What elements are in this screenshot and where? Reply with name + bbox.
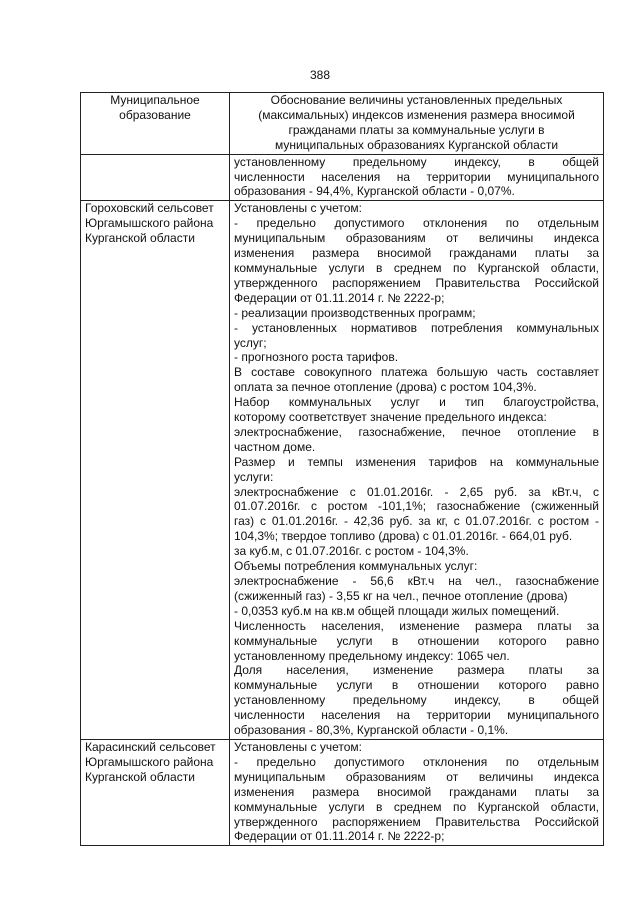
tariff-justification-table xyxy=(80,92,604,846)
table-row xyxy=(81,154,604,201)
justification-line: 104,3%; твердое топливо (дрова) с 01.01.2016г. - 664,01 руб. xyxy=(234,529,573,544)
municipality-name-line: Гороховский сельсовет xyxy=(85,201,214,216)
header-municipality-line: Муниципальное xyxy=(110,93,200,107)
header-municipality-line: образование xyxy=(119,107,191,122)
justification-line: муниципальным образованиям от величины индекса xyxy=(234,769,599,784)
justification-line: оплата за печное отопление (дрова) с ростом 104,3%. xyxy=(234,380,537,395)
justification-line: - 0,0353 куб.м на кв.м общей площади жилых помещений. xyxy=(234,603,560,618)
justification-line: образования - 94,4%, Курганской области - 0,07%. xyxy=(234,184,515,199)
justification-line: частном доме. xyxy=(234,439,316,454)
justification-line: установленному предельному индексу, в общей xyxy=(234,154,599,169)
justification-line: газ) с 01.01.2016г. - 42,36 руб. за кг, с 01.07.2016г. с ростом - xyxy=(234,514,599,529)
header-justification-line: муниципальных образованиях Курганской области xyxy=(274,137,559,152)
justification-line: муниципальным образованиям от величины индекса xyxy=(234,231,599,246)
header-municipality xyxy=(81,93,230,155)
table-body xyxy=(81,154,604,846)
municipality-cell xyxy=(81,739,230,845)
justification-line: изменения размера вносимой гражданами платы за xyxy=(234,246,599,261)
justification-line: за куб.м, с 01.07.2016г. с ростом - 104,3%. xyxy=(234,544,469,559)
justification-line: численности населения на территории муниципального xyxy=(234,169,599,184)
municipality-name-line: Карасинский сельсовет xyxy=(85,739,216,754)
justification-line: Федерации от 01.11.2014 г. № 2222-р; xyxy=(234,829,445,844)
justification-line: Набор коммунальных услуг и тип благоустройства, xyxy=(234,395,599,410)
justification-line: услуги: xyxy=(234,469,274,484)
justification-line: Размер и темпы изменения тарифов на коммунальные xyxy=(234,454,599,469)
justification-line: изменения размера вносимой гражданами платы за xyxy=(234,784,599,799)
municipality-cell xyxy=(81,201,230,740)
justification-line: установленному предельному индексу, в общей xyxy=(234,693,599,708)
justification-line: - предельно допустимого отклонения по отдельным xyxy=(234,754,599,769)
justification-line: - прогнозного роста тарифов. xyxy=(234,350,399,365)
justification-line: Доля населения, изменение размера платы за xyxy=(234,663,599,678)
header-justification xyxy=(230,93,604,155)
municipality-cell xyxy=(81,154,230,201)
page-number: 388 xyxy=(309,68,331,82)
justification-line: коммунальные услуги в отношении которого равно xyxy=(234,678,599,693)
justification-line: Численность населения, изменение размера платы за xyxy=(234,618,599,633)
justification-line: утвержденного распоряжением Правительства Российской xyxy=(234,814,599,829)
justification-line: - предельно допустимого отклонения по отдельным xyxy=(234,216,599,231)
header-justification-line: гражданами платы за коммунальные услуги в xyxy=(288,122,545,137)
justification-line: - установленных нормативов потребления коммунальных xyxy=(234,320,599,335)
municipality-name-line: Курганской области xyxy=(85,231,195,246)
justification-line: которому соответствует значение предельного индекса: xyxy=(234,410,547,425)
justification-line: установленному предельному индексу: 1065 чел. xyxy=(234,648,510,663)
justification-line: (сжиженный газ) - 3,55 кг на чел., печное отопление (дрова) xyxy=(234,588,568,603)
table-row xyxy=(81,739,604,845)
table-header-row xyxy=(81,93,604,155)
justification-cell xyxy=(230,201,604,740)
justification-line: утвержденного распоряжением Правительства Российской xyxy=(234,275,599,290)
municipality-name-line: Курганской области xyxy=(85,769,195,784)
justification-line: образования - 80,3%, Курганской области - 0,1%. xyxy=(234,723,509,738)
municipality-name-line: Юргамышского района xyxy=(85,216,214,231)
justification-line: численности населения на территории муниципального xyxy=(234,708,599,723)
justification-cell xyxy=(230,154,604,201)
justification-line: электроснабжение, газоснабжение, печное отопление в xyxy=(234,424,599,439)
justification-line: коммунальные услуги в среднем по Курганской области, xyxy=(234,799,599,814)
justification-cell xyxy=(230,739,604,845)
justification-line: коммунальные услуги в среднем по Курганской области, xyxy=(234,260,599,275)
justification-line: 01.07.2016г. с ростом -101,1%; газоснабжение (сжиженный xyxy=(234,499,599,514)
justification-line: коммунальные услуги в отношении которого равно xyxy=(234,633,599,648)
justification-line: электроснабжение - 56,6 кВт.ч на чел., газоснабжение xyxy=(234,574,599,588)
justification-line: электроснабжение с 01.01.2016г. - 2,65 руб. за кВт.ч, с xyxy=(234,484,599,499)
header-justification-line: (максимальных) индексов изменения размера вносимой xyxy=(258,107,575,122)
justification-line: Установлены с учетом: xyxy=(234,739,362,754)
justification-line: Объемы потребления коммунальных услуг: xyxy=(234,559,478,574)
header-justification-line: Обоснование величины установленных предельных xyxy=(270,93,563,107)
justification-line: - реализации производственных программ; xyxy=(234,305,476,320)
table-row xyxy=(81,201,604,740)
municipality-name-line: Юргамышского района xyxy=(85,754,214,769)
justification-line: Федерации от 01.11.2014 г. № 2222-р; xyxy=(234,290,445,305)
justification-line: В составе совокупного платежа большую часть составляет xyxy=(234,365,599,380)
justification-line: услуг; xyxy=(234,335,267,350)
justification-line: Установлены с учетом: xyxy=(234,201,362,216)
